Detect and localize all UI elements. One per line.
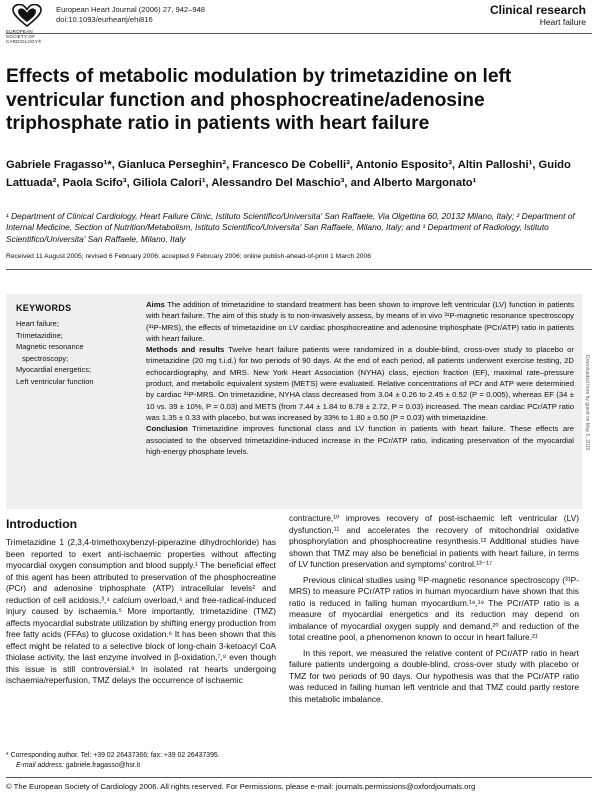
article-dates: Received 11 August 2005; revised 6 February 2006; accepted 9 February 2006; online publish-ahead-of-print 1 March 2006 xyxy=(6,253,371,260)
aims-text: The addition of trimetazidine to standard treatment has been shown to improve left ventricular (LV) function in patients with heart failure. The aim of this study is to non-invasively assess, by means of in vivo ³¹P-magnetic resonance spectroscopy (³¹P-MRS), the effects of trimetazidine on LV cardiac phosphocreatine and adenosine triphosphate (PCr/ATP) ratio in patients with heart failure. xyxy=(146,300,575,343)
copyright: © The European Society of Cardiology 2006. All rights reserved. For Permissions, please e-mail: journals.permissions@oxfordjournals.org xyxy=(6,782,476,791)
header-divider xyxy=(6,33,592,34)
download-stamp xyxy=(583,355,597,655)
journal-citation xyxy=(56,5,205,25)
email-address[interactable]: gabriele.fragasso@hsr.it xyxy=(65,762,141,769)
author-list: Gabriele Fragasso¹*, Gianluca Perseghin², Francesco De Cobelli³, Antonio Esposito³, Altin Palloshi¹, Guido Lattuada², Paola Scifo³, Giliola Calori¹, Alessandro Del Maschio³, and Alberto Margonato¹ xyxy=(6,159,571,189)
article-title: Effects of metabolic modulation by trimetazidine on left ventricular function and phosphocreatine/adenosine triphosphate ratio in patients with heart failure xyxy=(6,66,512,134)
download-stamp-text: Downloaded from by guest on May 5, 2015 xyxy=(584,355,590,451)
email-label: E-mail address: xyxy=(16,762,64,769)
keyword-item: Trimetazidine; xyxy=(16,330,63,340)
esc-logo xyxy=(6,4,48,44)
section-main: Clinical research xyxy=(489,3,586,17)
keyword-item: Magnetic resonance xyxy=(16,342,84,351)
keywords-list xyxy=(16,318,136,387)
conclusion-label: Conclusion xyxy=(146,424,188,434)
corresponding-footnote xyxy=(6,751,220,771)
methods-text: Twelve heart failure patients were randomized in a double-blind, cross-over study to placebo or trimetazidine (20 mg t.i.d.) for two periods of 90 days. At the end of each period, all patients underwent exercise testing, 2D echocardiography, and MRS. New York Heart Association (NYHA) class, ejection fraction (EF), maximal rate–pressure product, and metabolic equivalent system (METS) were evaluated. Relative concentrations of PCr and ATP were determined by cardiac ³¹P-MRS. On trimetazidine, NYHA class decreased from 3.04 ± 0.26 to 2.45 ± 0.52 (P = 0.005), whereas EF (34 ± 10 vs. 39 ± 10%, P = 0.03) and METS (from 7.44 ± 1.84 to 8.78 ± 2.72, P = 0.03) increased. The mean cardiac PCr/ATP ratio was 1.35 ± 0.33 with placebo, but was increased by 33% to 1.80 ± 0.50 (P = 0.03) with trimetazidine. xyxy=(146,345,574,422)
section-label xyxy=(490,3,586,28)
doi[interactable]: doi:10.1093/eurheartj/ehi816 xyxy=(56,15,153,24)
section-sub: Heart failure xyxy=(539,17,586,27)
introduction-heading: Introduction xyxy=(6,517,78,531)
footer-divider xyxy=(6,777,592,778)
keyword-item: Myocardial energetics; xyxy=(16,365,92,374)
dates-divider xyxy=(6,269,592,270)
intro-paragraph: Trimetazidine 1 (2,3,4-trimethoxybenzyl-piperazine dihydrochloride) has been reported to exert anti-ischaemic properties without affecting myocardial oxygen consumption and blood supply.¹ The beneficial effect of this agent has been attributed to preservation of the phosphocreatine (PCr) and adenosine triphosphate (ATP) intracellular levels² and reduction of cell acidosis,³,⁴ calcium overload,⁴ and free-radical-induced injury caused by ischaemia.⁵ More importantly, trimetazidine (TMZ) affects myocardial substrate utilization by shifting energy production from free fatty acids (FFAs) to glucose oxidation.⁶ It has been shown that this effect might be related to a selective block of long-chain 3-ketoacyl CoA thiolase activity, the last enzyme involved in β-oxidation,⁷,⁸ even though this issue is still controversial.⁹ In isolated rat hearts undergoing ischaemia/reperfusion, TMZ delays the occurrence of ischaemic xyxy=(6,537,276,685)
aims-label: Aims xyxy=(146,300,165,309)
intro-paragraph: In this report, we measured the relative content of PCr/ATP ratio in heart failure patients undergoing a double-blind, cross-over study with placebo or TMZ for two periods of 90 days. Our hypothesis was that the PCr/ATP ratio was reduced in failing human left ventricle and that TMZ could partly restore this metabolic imbalance. xyxy=(289,647,579,704)
affiliations: ¹ Department of Clinical Cardiology, Heart Failure Clinic, Istituto Scientifico/Universita' San Raffaele, Via Olgettina 60, 20132 Milano, Italy; ² Department of Internal Medicine, Section of Nutrition/Metabolism, Istituto Scientifico/Universita' San Raffaele, Milano, Italy; and ³ Department of Radiology, Istituto Scientifico/Universita' San Raffaele, Milano, Italy xyxy=(6,211,575,244)
logo-text: EUROPEAN SOCIETY OF CARDIOLOGY® xyxy=(6,29,42,44)
keyword-item: Left ventricular function xyxy=(16,376,94,386)
keyword-item: Heart failure; xyxy=(16,319,59,328)
heart-logo-icon xyxy=(12,4,42,28)
email-line xyxy=(6,761,220,771)
methods-label: Methods and results xyxy=(146,345,225,355)
abstract-text xyxy=(146,299,574,457)
keywords-heading: KEYWORDS xyxy=(16,303,72,313)
journal-reference: European Heart Journal (2006) 27, 942–948 xyxy=(56,5,206,14)
intro-paragraph: contracture,¹⁰ improves recovery of post-ischaemic left ventricular (LV) dysfunction,¹¹ and accelerates the recovery of mitochondrial oxidative phosphorylation and phosphocreatine resynthesis.¹² Additional studies have shown that TMZ may also be beneficial in patients with heart failure, in terms of LV function preservation and symptoms' control.¹³⁻¹⁷ xyxy=(289,513,579,569)
intro-paragraph: Previous clinical studies using ³¹P-magnetic resonance spectroscopy (³¹P-MRS) to measure PCr/ATP ratios in human myocardium have shown that this ratio is reduced in failing human myocardium.¹⁸,¹⁹ The PCr/ATP ratio is a measure of myocardial energetics and its reduction may depend on imbalance of myocardial oxygen supply and demand,²⁰ and reduction of the total creatine pool, a phenomenon known to occur in heart failure.²¹ xyxy=(289,574,579,642)
conclusion-text: Trimetazidine improves functional class and LV function in patients with heart failure. These effects are associated to the observed trimetazidine-induced increase in the PCr/ATP ratio, indicating preservation of the myocardial high-energy phosphate levels. xyxy=(146,424,575,456)
abstract-box xyxy=(6,294,582,509)
intro-column-left xyxy=(6,537,276,691)
corresponding-author: * Corresponding author. Tel: +39 02 26437366; fax: +39 02 26437395. xyxy=(6,752,220,759)
intro-column-right xyxy=(289,513,579,709)
keyword-item: spectroscopy; xyxy=(22,353,69,363)
